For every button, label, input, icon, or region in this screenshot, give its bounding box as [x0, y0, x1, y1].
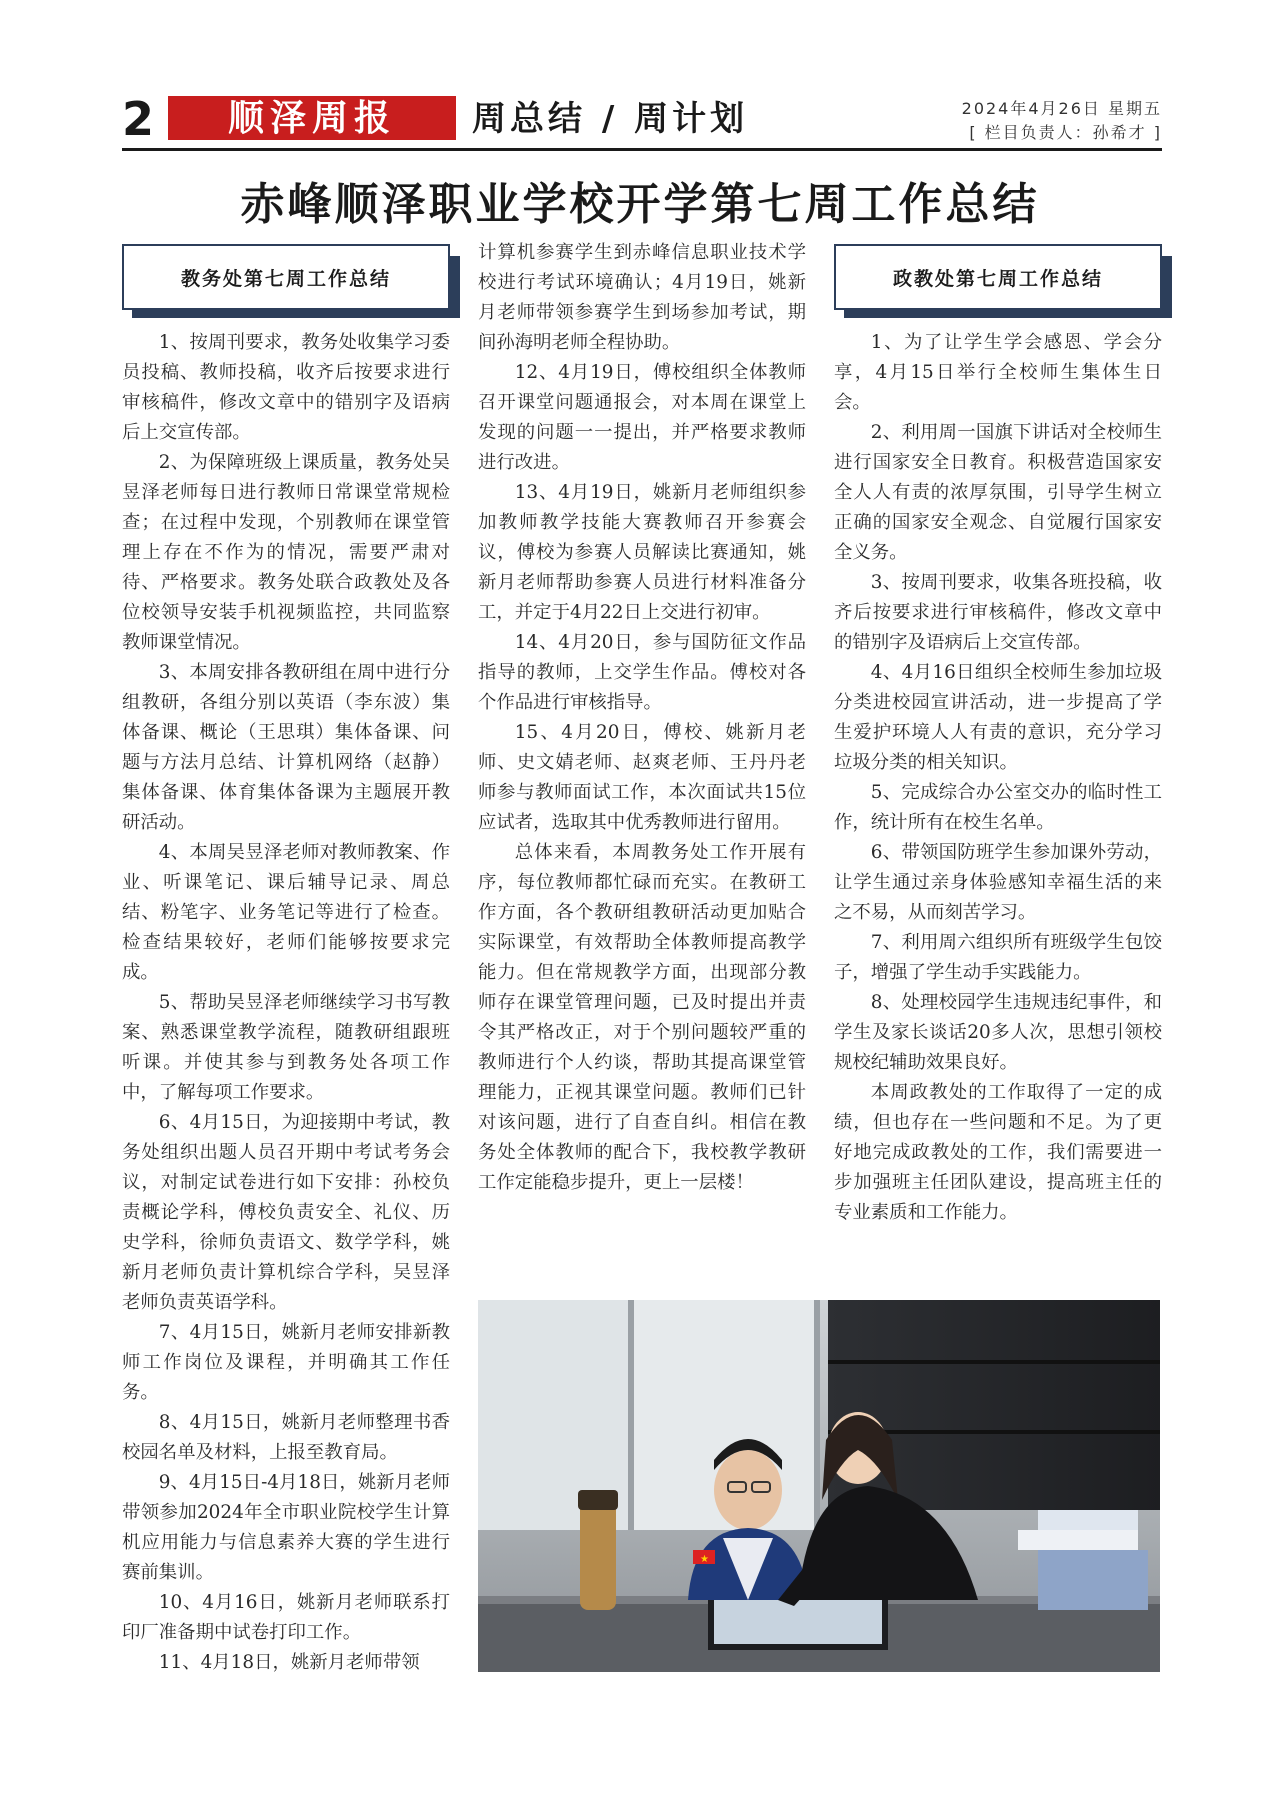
paragraph: 2、为保障班级上课质量，教务处吴昱泽老师每日进行教师日常课堂常规检查；在过程中发现，个别教师在课堂管理上存在不作为的情况，需要严肃对待、严格要求。教务处联合政教处及各位校领导安装手机视频监控，共同监察教师课堂情况。	[122, 452, 450, 653]
paragraph: 8、4月15日，姚新月老师整理书香校园名单及材料，上报至教育局。	[122, 1412, 450, 1463]
newspaper-logo: 顺泽周报	[168, 96, 456, 140]
column-editor: [ 栏目负责人：孙希才 ]	[969, 123, 1162, 142]
paragraph: 3、按周刊要求，收集各班投稿，收齐后按要求进行审核稿件，修改文章中的错别字及语病后上交宣传部。	[834, 572, 1162, 653]
paragraph: 11、4月18日，姚新月老师带领	[158, 1652, 420, 1673]
classroom-photo	[478, 1300, 1160, 1672]
paragraph: 本周政教处的工作取得了一定的成绩，但也存在一些问题和不足。为了更好地完成政教处的工作，我们需要进一步加强班主任团队建设，提高班主任的专业素质和工作能力。	[834, 1082, 1162, 1223]
paragraph: 8、处理校园学生违规违纪事件，和学生及家长谈话20多人次，思想引领校规校纪辅助效果良好。	[834, 992, 1162, 1073]
academic-heading: 教务处第七周工作总结	[122, 244, 450, 310]
masthead-rule	[122, 148, 1162, 151]
academic-body-1	[122, 328, 450, 1678]
flag-star: ★	[700, 1554, 709, 1565]
academic-column-2	[478, 238, 806, 1198]
paragraph: 10、4月16日，姚新月老师联系打印厂准备期中试卷打印工作。	[122, 1592, 450, 1643]
issue-date: 2024年4月26日 星期五	[961, 99, 1162, 118]
paragraph: 5、完成综合办公室交办的临时性工作，统计所有在校生名单。	[834, 782, 1162, 833]
academic-heading-box	[122, 244, 450, 310]
paragraph: 6、带领国防班学生参加课外劳动，让学生通过亲身体验感知幸福生活的来之不易，从而刻苦学习。	[834, 842, 1162, 923]
paragraph: 7、4月15日，姚新月老师安排新教师工作岗位及课程，并明确其工作任务。	[122, 1322, 450, 1403]
paragraph: 4、4月16日组织全校师生参加垃圾分类进校园宣讲活动，进一步提高了学生爱护环境人人有责的意识，充分学习垃圾分类的相关知识。	[834, 662, 1162, 773]
paragraph: 15、4月20日，傅校、姚新月老师、史文婧老师、赵爽老师、王丹丹老师参与教师面试工作，本次面试共15位应试者，选取其中优秀教师进行留用。	[478, 722, 806, 833]
political-body	[834, 328, 1162, 1228]
page-number: 2	[122, 92, 155, 146]
paragraph: 2、利用周一国旗下讲话对全校师生进行国家安全日教育。积极营造国家安全人人有责的浓厚氛围，引导学生树立正确的国家安全观念、自觉履行国家安全义务。	[834, 422, 1162, 563]
political-heading: 政教处第七周工作总结	[834, 244, 1162, 310]
paragraph: 9、4月15日-4月18日，姚新月老师带领参加2024年全市职业院校学生计算机应用能力与信息素养大赛的学生进行赛前集训。	[122, 1472, 450, 1583]
article-title: 赤峰顺泽职业学校开学第七周工作总结	[240, 179, 1040, 230]
paragraph: 13、4月19日，姚新月老师组织参加教师教学技能大赛教师召开参赛会议，傅校为参赛人员解读比赛通知，姚新月老师帮助参赛人员进行材料准备分工，并定于4月22日上交进行初审。	[478, 482, 806, 623]
paragraph: 1、按周刊要求，教务处收集学习委员投稿、教师投稿，收齐后按要求进行审核稿件，修改文章中的错别字及语病后上交宣传部。	[122, 332, 450, 443]
paragraph: 6、4月15日，为迎接期中考试，教务处组织出题人员召开期中考试考务会议，对制定试卷进行如下安排：孙校负责概论学科，傅校负责安全、礼仪、历史学科，徐师负责语文、数学学科，姚新月老师负责计算机综合学科，吴昱泽老师负责英语学科。	[122, 1112, 450, 1313]
political-column	[834, 244, 1162, 1228]
political-heading-box	[834, 244, 1162, 310]
paragraph: 12、4月19日，傅校组织全体教师召开课堂问题通报会，对本周在课堂上发现的问题一一提出，并严格要求教师进行改进。	[478, 362, 806, 473]
paragraph: 5、帮助吴昱泽老师继续学习书写教案、熟悉课堂教学流程，随教研组跟班听课。并使其参与到教务处各项工作中，了解每项工作要求。	[122, 992, 450, 1103]
masthead	[122, 92, 1162, 146]
academic-column-1	[122, 244, 450, 1678]
paragraph: 14、4月20日，参与国防征文作品指导的教师，上交学生作品。傅校对各个作品进行审核指导。	[478, 632, 806, 713]
paragraph: 7、利用周六组织所有班级学生包饺子，增强了学生动手实践能力。	[834, 932, 1162, 983]
section-title: 周总结 / 周计划	[472, 99, 749, 139]
paragraph: 3、本周安排各教研组在周中进行分组教研，各组分别以英语（李东波）集体备课、概论（王思琪）集体备课、问题与方法月总结、计算机网络（赵静）集体备课、体育集体备课为主题展开教研活动。	[122, 662, 450, 833]
paragraph: 4、本周吴昱泽老师对教师教案、作业、听课笔记、课后辅导记录、周总结、粉笔字、业务笔记等进行了检查。检查结果较好，老师们能够按要求完成。	[122, 842, 450, 983]
classroom-photo-illustration	[478, 1300, 1160, 1672]
academic-body-2	[478, 238, 806, 1198]
paragraph: 1、为了让学生学会感恩、学会分享，4月15日举行全校师生集体生日会。	[834, 332, 1162, 413]
paragraph: 计算机参赛学生到赤峰信息职业技术学校进行考试环境确认；4月19日，姚新月老师带领参赛学生到场参加考试，期间孙海明老师全程协助。	[478, 242, 806, 353]
paragraph: 总体来看，本周教务处工作开展有序，每位教师都忙碌而充实。在教研工作方面，各个教研组教研活动更加贴合实际课堂，有效帮助全体教师提高教学能力。但在常规教学方面，出现部分教师存在课堂管理问题，已及时提出并责令其严格改正，对于个别问题较严重的教师进行个人约谈，帮助其提高课堂管理能力，正视其课堂问题。教师们已针对该问题，进行了自查自纠。相信在教务处全体教师的配合下，我校教学教研工作定能稳步提升，更上一层楼！	[478, 842, 806, 1193]
